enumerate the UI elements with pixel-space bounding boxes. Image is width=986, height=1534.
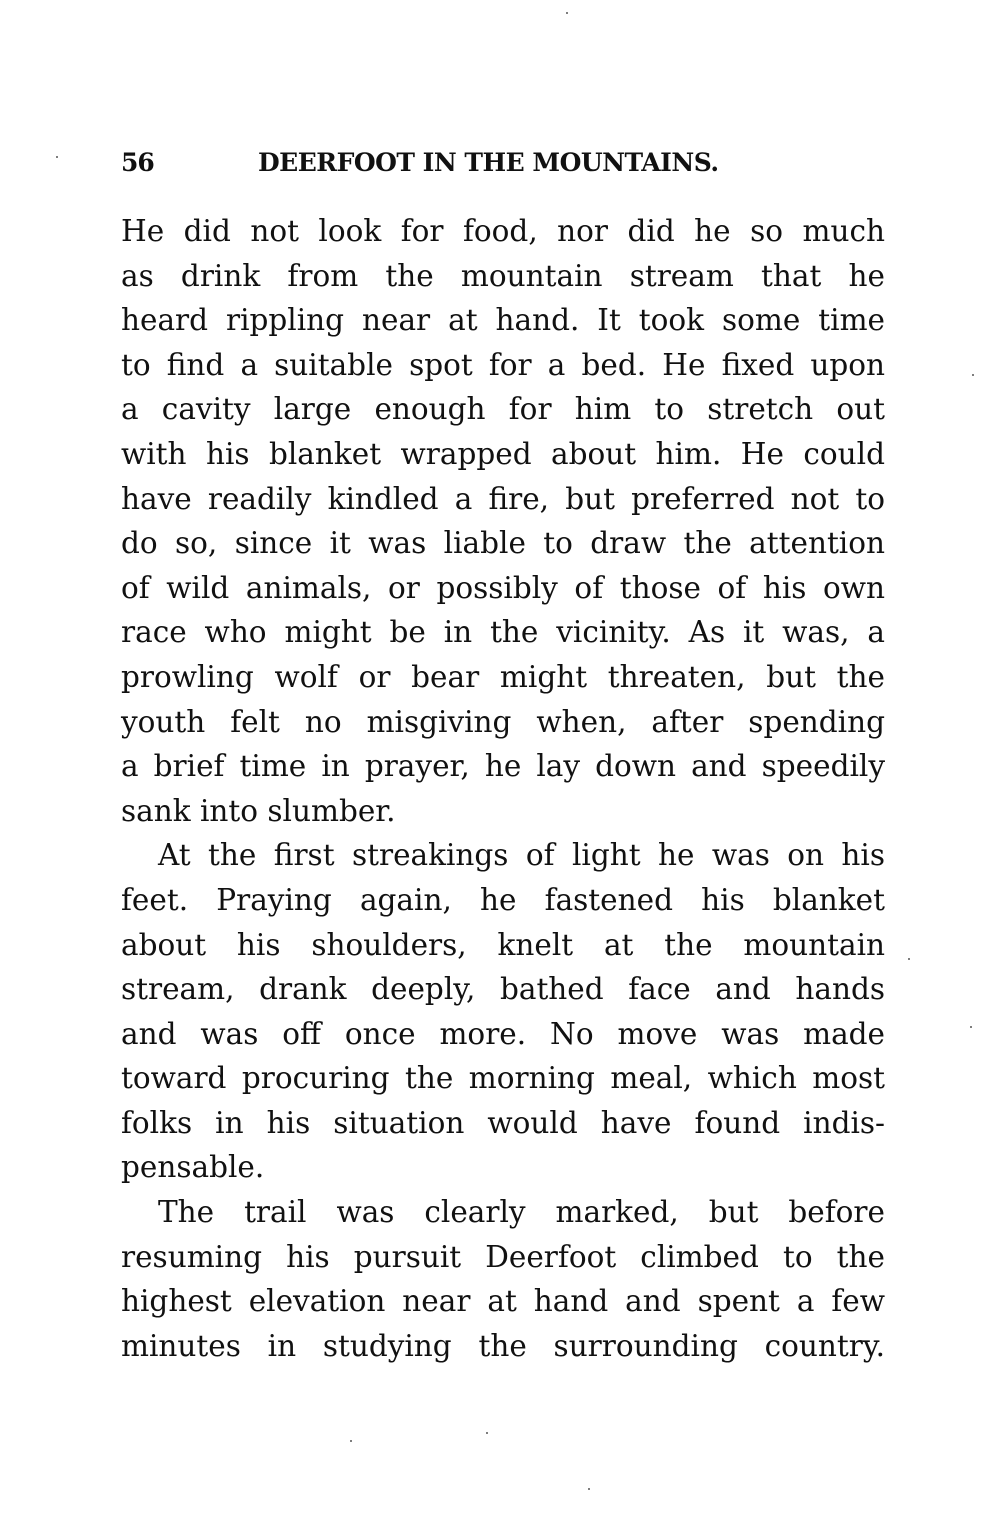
body-text	[121, 209, 885, 1368]
text-line: pensable.	[121, 1150, 265, 1185]
paragraph-3	[121, 1190, 885, 1368]
text-line: have readily kindled a fire, but preferred not to	[121, 481, 885, 516]
text-line: sank into slumber.	[121, 793, 396, 828]
text-line: highest elevation near at hand and spent a few	[121, 1284, 885, 1319]
text-line: At the first streakings of light he was on his	[158, 838, 885, 873]
running-title: DEERFOOT IN THE MOUNTAINS.	[258, 148, 719, 177]
text-line: youth felt no misgiving when, after spending	[121, 704, 885, 739]
text-line: stream, drank deeply, bathed face and hands	[121, 972, 885, 1007]
scan-speck	[972, 374, 974, 376]
text-line: and was off once more. No move was made	[121, 1016, 885, 1051]
scan-speck	[56, 156, 58, 158]
text-line: minutes in studying the surrounding country.	[121, 1328, 885, 1363]
paragraph-1	[121, 209, 885, 833]
text-line: He did not look for food, nor did he so much	[121, 214, 885, 248]
scan-speck	[566, 12, 568, 14]
text-line: as drink from the mountain stream that he	[121, 258, 885, 293]
text-line: prowling wolf or bear might threaten, but the	[121, 659, 885, 694]
text-line: The trail was clearly marked, but before	[158, 1195, 885, 1230]
text-line: toward procuring the morning meal, which most	[121, 1061, 885, 1096]
text-line: with his blanket wrapped about him. He could	[121, 436, 885, 471]
scan-speck	[486, 1432, 488, 1434]
text-line: race who might be in the vicinity. As it was, a	[121, 615, 885, 650]
text-line: heard rippling near at hand. It took some time	[121, 303, 885, 338]
text-line: resuming his pursuit Deerfoot climbed to the	[121, 1239, 885, 1274]
text-line: do so, since it was liable to draw the attention	[121, 526, 885, 561]
text-line: of wild animals, or possibly of those of his own	[121, 570, 885, 605]
scan-speck	[908, 958, 910, 960]
paragraph-2	[121, 833, 885, 1190]
text-line: a cavity large enough for him to stretch out	[121, 392, 885, 427]
scan-speck	[588, 1488, 590, 1490]
scan-speck	[970, 1026, 972, 1028]
text-line: about his shoulders, knelt at the mountain	[121, 927, 885, 962]
running-head	[121, 148, 885, 184]
text-line: a brief time in prayer, he lay down and speedily	[121, 749, 885, 784]
scan-speck	[350, 1440, 352, 1442]
page-number: 56	[121, 148, 154, 177]
text-line: feet. Praying again, he fastened his blanket	[121, 882, 885, 917]
text-line: to find a suitable spot for a bed. He fixed upon	[121, 347, 885, 382]
text-line: folks in his situation would have found indis-	[121, 1105, 885, 1140]
